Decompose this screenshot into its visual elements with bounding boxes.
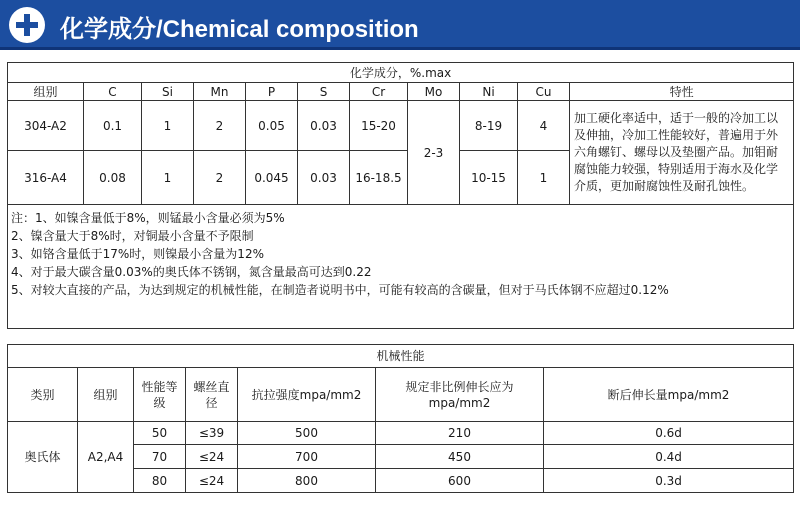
cell-ni: 10-15 — [460, 151, 518, 205]
cell-s: 0.03 — [298, 151, 350, 205]
note-line: 2、镍含量大于8%时，对铜最小含量不予限制 — [11, 229, 254, 243]
cell-cu: 4 — [518, 101, 570, 151]
cell-s: 0.03 — [298, 101, 350, 151]
cell-mn: 2 — [194, 151, 246, 205]
cell-elongation: 0.3d — [544, 469, 794, 493]
cell-mn: 2 — [194, 101, 246, 151]
cell-p: 0.05 — [246, 101, 298, 151]
header-cell-c: C — [84, 83, 142, 101]
header-cell-tensile: 抗拉强度mpa/mm2 — [238, 368, 376, 422]
plus-icon — [9, 7, 45, 43]
cell-cu: 1 — [518, 151, 570, 205]
cell-grade: 50 — [134, 422, 186, 445]
mechanical-table-title: 机械性能 — [8, 345, 794, 368]
cell-si: 1 — [142, 101, 194, 151]
cell-elongation: 0.6d — [544, 422, 794, 445]
cell-c: 0.08 — [84, 151, 142, 205]
cell-property: 加工硬化率适中，适于一般的冷加工以及伸抽，冷加工性能较好，普遍用于外六角螺钉、螺母以及垫圈产品。加钼耐腐蚀能力较强，特别适用于海水及化学介质，更加耐腐蚀性及耐孔蚀性。 — [570, 101, 794, 205]
header-cell-cr: Cr — [350, 83, 408, 101]
header-cell-si: Si — [142, 83, 194, 101]
cell-diameter: ≤39 — [186, 422, 238, 445]
mechanical-properties-table — [7, 344, 794, 493]
header-cell-cu: Cu — [518, 83, 570, 101]
cell-diameter: ≤24 — [186, 469, 238, 493]
cell-p: 0.045 — [246, 151, 298, 205]
header-cell-mn: Mn — [194, 83, 246, 101]
cell-tensile: 500 — [238, 422, 376, 445]
cell-grade: 80 — [134, 469, 186, 493]
cell-diameter: ≤24 — [186, 445, 238, 469]
cell-si: 1 — [142, 151, 194, 205]
cell-grade: 316-A4 — [8, 151, 84, 205]
page-title: 化学成分/Chemical composition — [60, 16, 419, 43]
header-cell-group: 组别 — [78, 368, 134, 422]
cell-ni: 8-19 — [460, 101, 518, 151]
header-cell-yield: 规定非比例伸长应为mpa/mm2 — [376, 368, 544, 422]
cell-yield: 600 — [376, 469, 544, 493]
note-line: 4、对于最大碳含量0.03%的奥氏体不锈钢，氮含量最高可达到0.22 — [11, 265, 372, 279]
note-line: 注：1、如镍含量低于8%，则锰最小含量必须为5% — [11, 211, 285, 225]
cell-mo: 2-3 — [408, 101, 460, 205]
cell-yield: 210 — [376, 422, 544, 445]
header-cell-grade: 性能等级 — [134, 368, 186, 422]
header-cell-s: S — [298, 83, 350, 101]
header-cell-elongation: 断后伸长量mpa/mm2 — [544, 368, 794, 422]
header-cell-mo: Mo — [408, 83, 460, 101]
table-row — [8, 101, 794, 151]
header-cell-category: 类别 — [8, 368, 78, 422]
chemical-table-title: 化学成分，%.max — [8, 63, 794, 83]
header-cell-ni: Ni — [460, 83, 518, 101]
cell-cr: 15-20 — [350, 101, 408, 151]
cell-c: 0.1 — [84, 101, 142, 151]
notes-cell — [8, 205, 794, 329]
chemical-composition-table — [7, 62, 794, 329]
header-cell-diameter: 螺丝直径 — [186, 368, 238, 422]
cell-tensile: 700 — [238, 445, 376, 469]
note-line: 3、如铬含量低于17%时，则镍最小含量为12% — [11, 247, 264, 261]
header-cell-property: 特性 — [570, 83, 794, 101]
table-row — [8, 422, 794, 445]
cell-cr: 16-18.5 — [350, 151, 408, 205]
header-cell-p: P — [246, 83, 298, 101]
cell-elongation: 0.4d — [544, 445, 794, 469]
cell-category: 奥氏体 — [8, 422, 78, 493]
cell-grade: 70 — [134, 445, 186, 469]
header-cell-group: 组别 — [8, 83, 84, 101]
cell-grade: 304-A2 — [8, 101, 84, 151]
section-header — [0, 0, 800, 50]
cell-tensile: 800 — [238, 469, 376, 493]
note-line: 5、对较大直接的产品，为达到规定的机械性能，在制造者说明书中，可能有较高的含碳量，但对于马氏体钢不应超过0.12% — [11, 283, 669, 297]
cell-yield: 450 — [376, 445, 544, 469]
cell-group: A2,A4 — [78, 422, 134, 493]
